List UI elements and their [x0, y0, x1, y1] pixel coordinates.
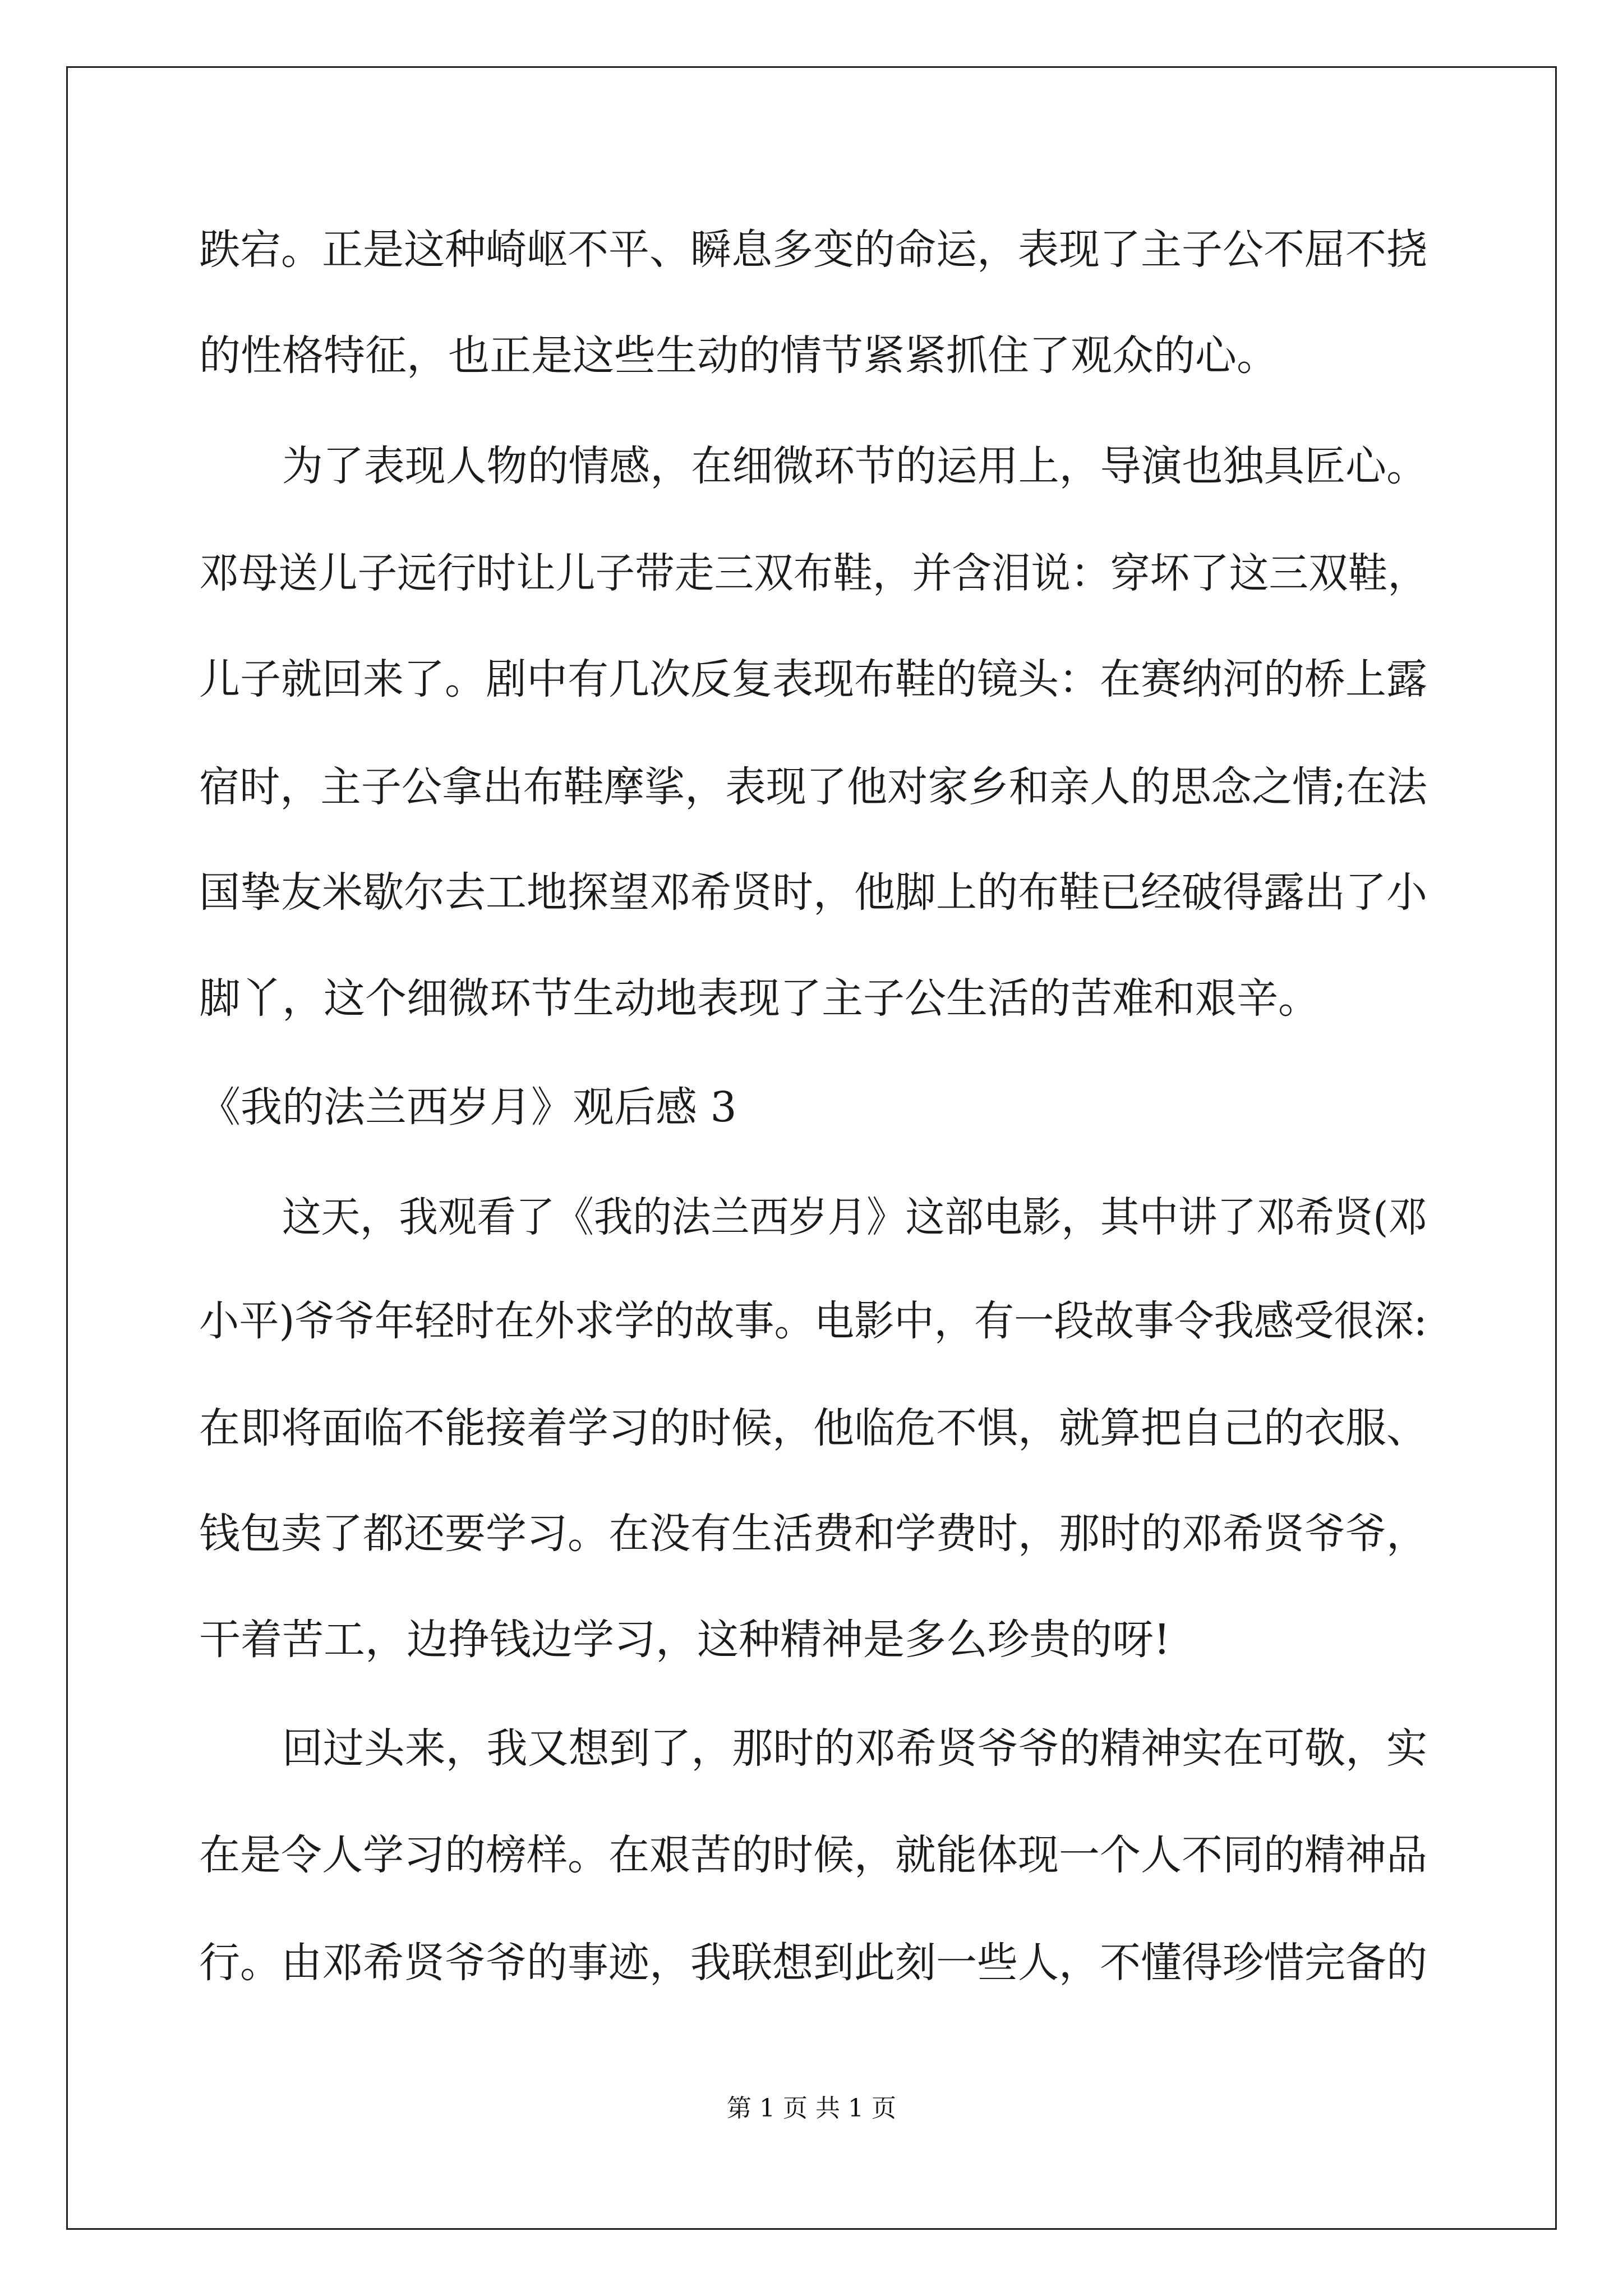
paragraph-2-line-2: 邓母送儿子远行时让儿子带走三双布鞋，并含泪说：穿坏了这三双鞋， [199, 549, 1427, 597]
paragraph-3-line-4: 钱包卖了都还要学习。在没有生活费和学费时，那时的邓希贤爷爷， [199, 1510, 1427, 1558]
paragraph-2-line-1: 为了表现人物的情感，在细微环节的运用上，导演也独具匠心。 [282, 442, 1427, 490]
paragraph-4-line-3: 行。由邓希贤爷爷的事迹，我联想到此刻一些人，不懂得珍惜完备的 [199, 1939, 1427, 1987]
paragraph-4-line-2: 在是令人学习的榜样。在艰苦的时候，就能体现一个人不同的精神品 [199, 1831, 1427, 1879]
paragraph-3-line-3: 在即将面临不能接着学习的时候，他临危不惧，就算把自己的衣服、 [199, 1404, 1427, 1452]
paragraph-1-line-1: 跌宕。正是这种崎岖不平、瞬息多变的命运，表现了主子公不屈不挠 [199, 226, 1427, 274]
paragraph-4-line-1: 回过头来，我又想到了，那时的邓希贤爷爷的精神实在可敬，实 [282, 1724, 1427, 1773]
paragraph-1-line-2: 的性格特征，也正是这些生动的情节紧紧抓住了观众的心。 [199, 332, 1278, 380]
paragraph-2-line-5: 国挚友米歇尔去工地探望邓希贤时，他脚上的布鞋已经破得露出了小 [199, 868, 1427, 917]
paragraph-2-line-6: 脚丫，这个细微环节生动地表现了主子公生活的苦难和艰辛。 [199, 974, 1320, 1023]
paragraph-3-line-2: 小平)爷爷年轻时在外求学的故事。电影中，有一段故事令我感受很深: [199, 1297, 1427, 1345]
paragraph-3-line-1: 这天，我观看了《我的法兰西岁月》这部电影，其中讲了邓希贤(邓 [282, 1193, 1427, 1241]
page-border [66, 66, 1557, 2230]
paragraph-2-line-3: 儿子就回来了。剧中有几次反复表现布鞋的镜头：在赛纳河的桥上露 [199, 655, 1427, 703]
section-heading: 《我的法兰西岁月》观后感 3 [199, 1083, 737, 1131]
page-number-footer: 第 1 页 共 1 页 [727, 2094, 896, 2123]
paragraph-2-line-4: 宿时，主子公拿出布鞋摩挲，表现了他对家乡和亲人的思念之情;在法 [199, 763, 1427, 811]
paragraph-3-line-5: 干着苦工，边挣钱边学习，这种精神是多么珍贵的呀! [199, 1616, 1170, 1664]
